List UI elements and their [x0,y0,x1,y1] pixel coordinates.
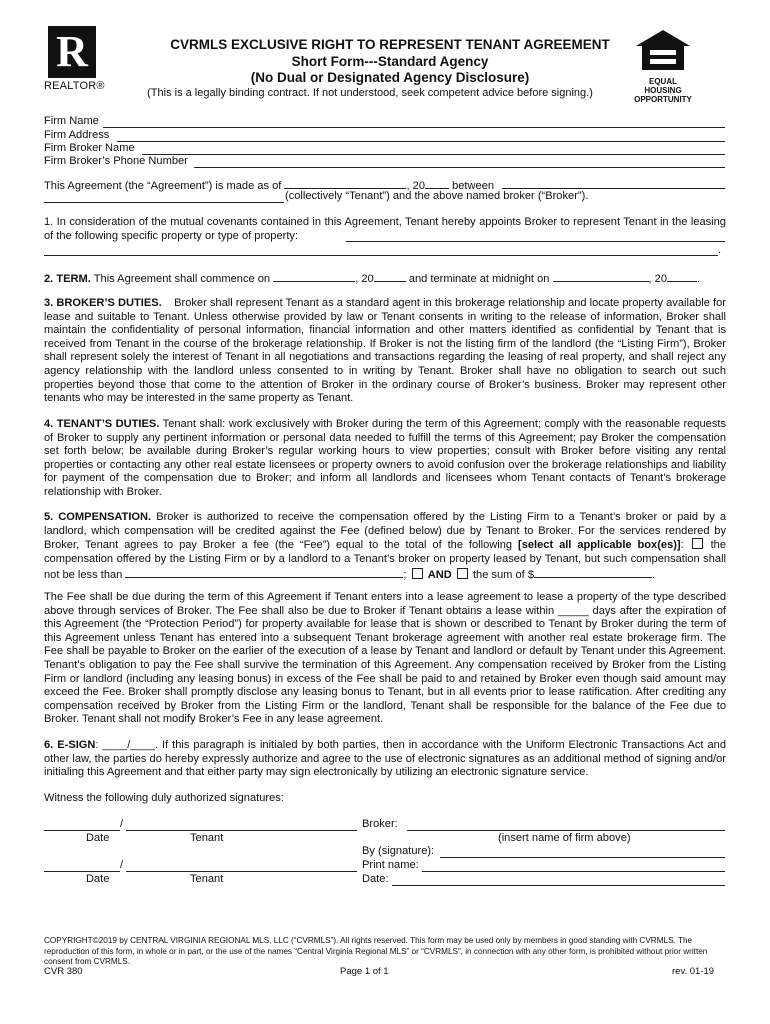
broker-date-label: Date: [362,873,389,885]
minimum-compensation-field[interactable] [125,566,403,578]
compensation-checkbox[interactable] [692,538,703,549]
tenant-1-label: Tenant [190,832,224,844]
esign-initials: : ____/____. [95,739,159,751]
agreement-year-field[interactable] [425,177,449,189]
section-5-colon: : [680,539,684,552]
realtor-logo [44,26,105,92]
section-5-dot: . [652,569,656,582]
term-terminate-text: and terminate at midnight on [408,273,550,285]
term-start-year-field[interactable] [374,270,406,282]
section-1-text: In consideration of the mutual covenants contained in this Agreement, Tenant hereby appoints Broker to represent Tenant in the leasing of the following specific property or type of property: [44,216,726,242]
tenant-name-field[interactable] [44,202,284,203]
by-signature-label: By (signature): [362,845,435,857]
tenant-1-signature-field[interactable] [126,830,357,831]
tenant-2-date-field[interactable] [44,871,120,872]
print-name-field[interactable] [422,871,725,872]
agreement-made-text: This Agreement (the “Agreement”) is made as of [44,180,282,192]
firm-name-label: Firm Name [44,115,99,127]
section-4 [44,418,726,500]
section-5-text: Broker is authorized to receive the compensation offered by the Listing Firm to a Tenant’s broker or paid by a landlord, which compensation will be credited against the Fee (defined below) due by Tenant to Broker. For the services rendered by Broker, Tenant agrees to pay Broker a fee (the “Fee”) equal to the total of the following [44,511,726,552]
equal-housing-icon [632,28,694,72]
section-3 [44,297,726,406]
sum-checkbox[interactable] [457,568,468,579]
sum-label: the sum of $ [472,569,534,582]
property-field-1[interactable] [346,241,725,242]
tenant-2-label: Tenant [190,873,224,885]
property-field-2[interactable] [44,255,718,256]
broker-field[interactable] [407,830,725,831]
fee-paragraph: The Fee shall be due during the term of this Agreement if Tenant enters into a lease agreement to lease a property of the type described above through services of Broker. The Fee shall also be due to Broker if Tenant obtains a lease within _____ days after the expiration of this Agreement (the “Protection Period”) for property available for lease that is shown or described to Tenant by Broker during the term of this Agreement unless Tenant has entered into a subsequent Tenant brokerage agreement with another real estate brokerage firm. The Fee shall be payable to Broker on the earlier of the execution of a lease by Tenant and landlord or default by Tenant under this Agreement. Tenant’s obligation to pay the Fee shall survive the termination of this Agreement. Any compensation received by Broker from the Listing Firm or landlord (including any leasing bonus) in excess of the Fee shall be paid to and retained by Broker even though said amount may exceed the Fee. Broker shall promptly disclose any leasing bonus to Tenant, but in all events prior to lease ratification. After crediting any compensation received by Broker from the Listing Firm or the landlord, Tenant shall be responsible for the balance of the Fee due to Broker. Tenant shall not modify Broker’s Fee in any lease agreement. [44,591,726,726]
section-5-semicolon: ; [403,569,407,582]
legal-notice: (This is a legally binding contract. If not understood, seek competent advice before signing.) [147,87,593,99]
broker-label: Broker: [362,818,398,830]
agreement-date-field[interactable] [284,177,406,189]
section-6-text: If this paragraph is initialed by both parties, then in accordance with the Uniform Electronic Transactions Act and other law, the parties do hereby expressly authorize and agree to the use of electronic signatures as an additional method of signing and/or initialing this Agreement and that either party may sign electronically by utilizing an electronic signature service. [44,739,727,779]
realtor-label: REALTOR® [44,80,105,92]
section-4-text: Tenant shall: work exclusively with Broker during the term of this Agreement; comply with the reasonable requests of Broker to supply any pertinent information or personal data needed to fulfill the terms of this Agreement; pay Broker the compensation set forth below; be available during Broker’s regular working hours to view properties; consult with Broker before visiting any rental properties or contacting any other real estate licensees or property owners to avoid confusion over the brokerage relationships and liability for payment of the compensation due to Broker; and inform all landlords and licensees whom Tenant contacts of Tenant’s brokerage relationship with Broker. [44,418,726,498]
term-end-year-prefix: , 20 [648,273,668,285]
firm-address-field[interactable] [117,141,725,142]
term-end-dot: . [697,273,701,285]
broker-date-field[interactable] [392,885,725,886]
term-end-year-field[interactable] [667,270,697,282]
firm-name-field[interactable] [103,127,725,128]
sum-amount-field[interactable] [534,566,652,578]
firm-broker-name-field[interactable] [142,154,725,155]
term-start-date-field[interactable] [273,270,355,282]
insert-firm-note: (insert name of firm above) [498,832,631,844]
realtor-r-box [48,26,96,78]
copyright-notice: COPYRIGHT©2019 by CENTRAL VIRGINIA REGIONAL MLS, LLC (“CVRMLS”). All rights reserved. This form may be used only by members in good standing with CVRMLS. The reproduction of this form, in whole or in part, or the use of the names “Central Virginia Regional MLS” or “CVRMLS”, in connection with any other form, is prohibited without prior written consent from CVRMLS. [44,936,708,966]
tenant-1-date-label: Date [86,832,110,844]
section-2-title: 2. TERM. [44,273,91,285]
eho-line2: OPPORTUNITY [634,95,692,104]
agreement-collective-text: (collectively “Tenant”) and the above named broker (“Broker”). [285,190,589,202]
agreement-year-prefix: , 20 [406,180,425,192]
section-6 [44,739,726,780]
subtitle-2: (No Dual or Designated Agency Disclosure) [250,70,530,85]
realtor-r-letter: R [56,27,88,76]
section-2 [44,270,700,285]
section-5-text2: the compensation offered by the Listing Firm or by a landlord to a Tenant’s broker on property leased by Tenant, but such compensation shall not be less than [44,539,726,582]
section-1 [44,216,726,243]
and-checkbox[interactable] [412,568,423,579]
eho-line1: EQUAL HOUSING [644,77,682,95]
form-number: CVR 380 [44,966,83,977]
tenant-2-signature-field[interactable] [126,871,357,872]
tenant-1-date-field[interactable] [44,830,120,831]
and-label: AND [427,569,452,582]
by-signature-field[interactable] [440,857,725,858]
page-title: CVRMLS EXCLUSIVE RIGHT TO REPRESENT TENANT AGREEMENT [170,37,610,52]
firm-address-label: Firm Address [44,129,110,141]
subtitle-1: Short Form---Standard Agency [291,54,489,69]
section-3-text: Broker shall represent Tenant as a standard agent in this brokerage relationship and locate property available for lease and suitable to Tenant. Unless otherwise provided by law or Tenant consents in writing to the release of information, Broker shall maintain the confidentiality of personal information, financial information and other matters identified as confidential by Tenant that is received from Tenant in the course of the brokerage relationship. If Broker is not the listing firm of the landlord (the “Listing Firm”), Broker shall represent solely the interest of Tenant in all negotiations and transactions regarding the leasing of real property, and shall reject any agency relationship with the landlord unless consented to in writing by Tenant. Broker shall have no obligation to search out such properties beyond those that come to the attention of Broker in the ordinary course of Broker’s business. Broker may represent other tenants who may be interested in the same property as Tenant. [44,297,726,405]
equal-housing-logo [632,28,694,104]
tenant-2-date-label: Date [86,873,110,885]
tenant-2-slash: / [120,859,124,871]
section-5-select: [select all applicable box(es)] [518,539,681,552]
term-commence-text: This Agreement shall commence on [93,273,271,285]
firm-broker-name-label: Firm Broker Name [44,142,135,154]
section-1-number: 1. [44,216,54,228]
firm-broker-phone-field[interactable] [194,167,725,168]
term-end-date-field[interactable] [553,270,649,282]
agreement-between-text: between [452,180,495,192]
agreement-party-field[interactable] [502,188,725,189]
section-3-title: 3. BROKER’S DUTIES. [44,297,162,309]
tenant-1-slash: / [120,818,124,830]
firm-broker-phone-label: Firm Broker’s Phone Number [44,155,188,167]
section-4-title: 4. TENANT’S DUTIES. [44,418,160,430]
revision: rev. 01-19 [672,966,715,977]
section-6-title: 6. E-SIGN [44,739,96,751]
witness-text: Witness the following duly authorized signatures: [44,792,284,804]
print-name-label: Print name: [362,859,419,871]
term-start-year-prefix: , 20 [355,273,374,285]
page-number: Page 1 of 1 [340,966,389,977]
section-5 [44,511,726,583]
property-end: . [718,244,722,256]
section-5-title: 5. COMPENSATION. [44,511,152,523]
